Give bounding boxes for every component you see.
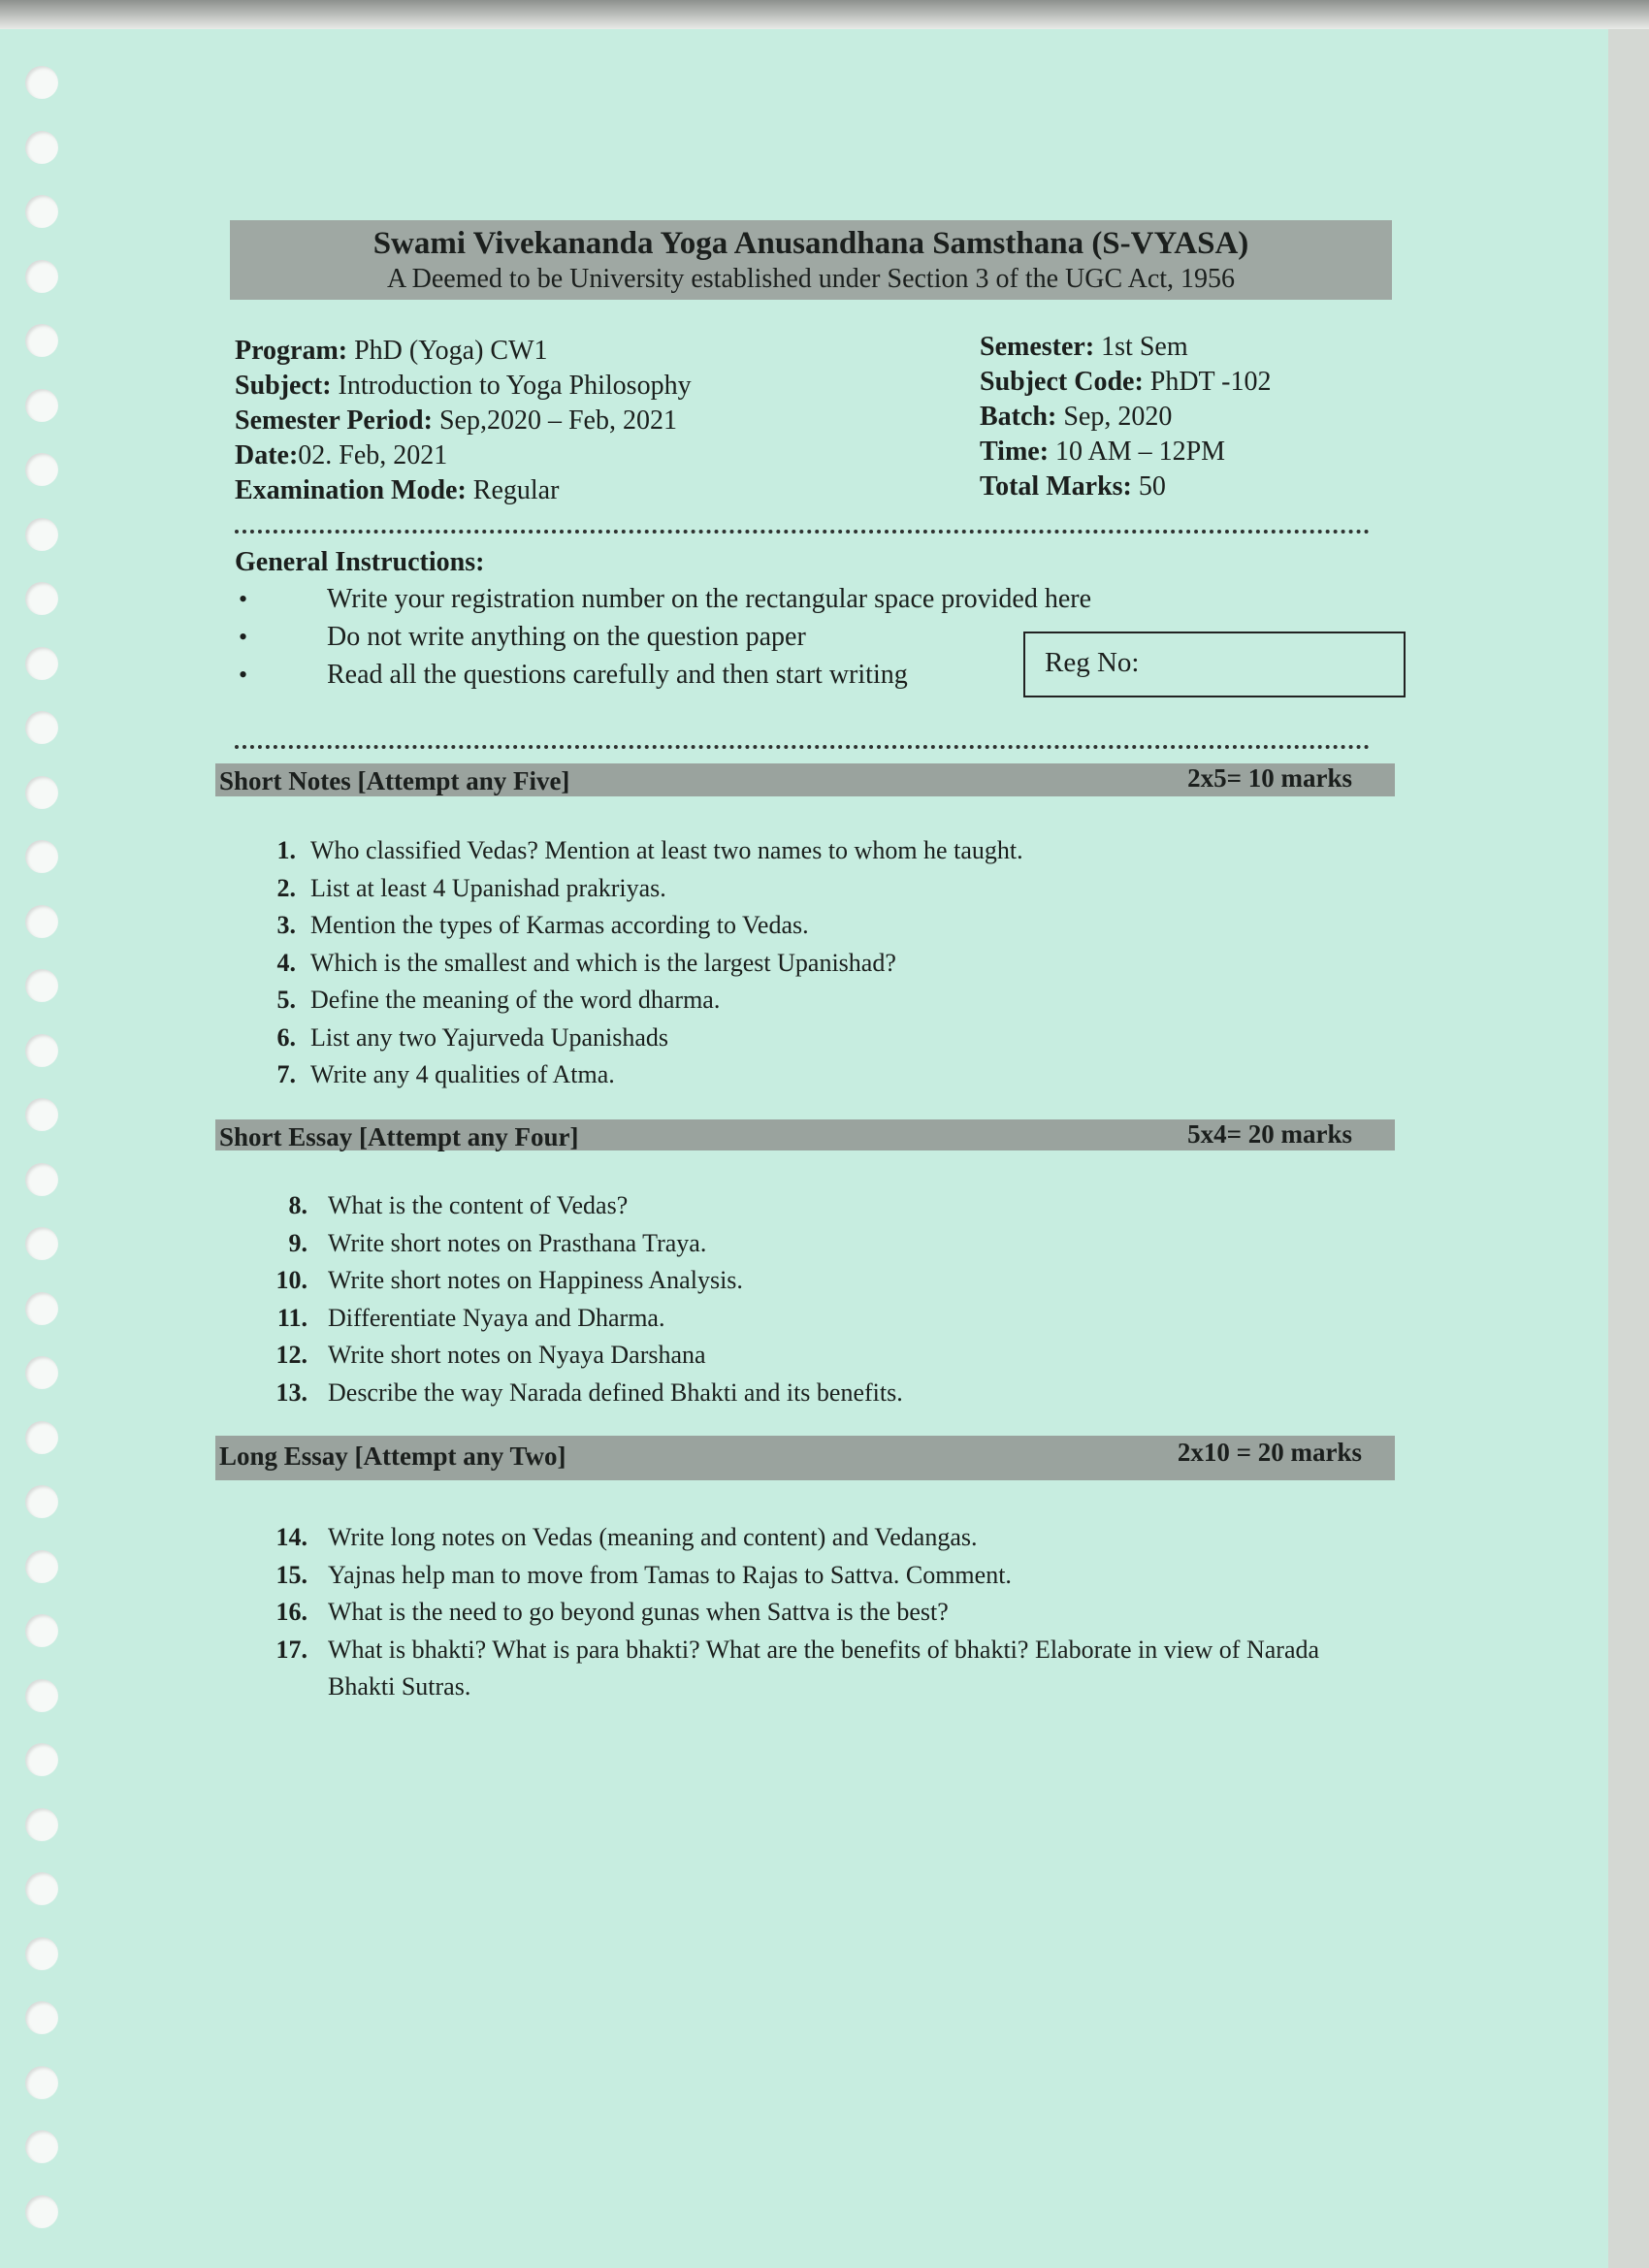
binder-hole [25,1872,58,1905]
binder-hole [25,711,58,744]
question-item: 11. Differentiate Nyaya and Dharma. [276,1303,665,1332]
institution-subtitle: A Deemed to be University established under Section 3 of the UGC Act, 1956 [386,264,1236,294]
binder-hole [25,1808,58,1841]
dotted-divider [235,530,1370,534]
section-marks: 2x10 = 20 marks [1177,1438,1362,1467]
reg-no-box[interactable] [1023,632,1406,697]
section-title: Long Essay [Attempt any Two] [219,1442,566,1471]
binder-hole [25,2195,58,2228]
binder-hole [25,1356,58,1389]
binder-hole [25,969,58,1002]
question-item: 13. Describe the way Narada defined Bhakti and its benefits. [275,1377,903,1407]
question-item: 6. List any two Yajurveda Upanishads [276,1022,669,1052]
binder-hole [25,1292,58,1325]
binder-hole [25,1163,58,1196]
question-list-short-notes [257,832,1023,1094]
section-title: Short Essay [Attempt any Four] [219,1122,579,1151]
binder-hole [25,518,58,551]
binder-hole [25,1227,58,1260]
binder-hole [25,840,58,873]
binder-hole [25,905,58,938]
binder-hole [25,582,58,615]
instructions-title: General Instructions: [235,547,485,577]
binder-hole [25,453,58,486]
question-item: 4. Which is the smallest and which is the largest Upanishad? [276,948,896,977]
section-marks: 5x4= 20 marks [1187,1119,1352,1149]
exam-info-left [235,334,692,508]
scan-top-edge [0,0,1649,29]
info-date: Date:02. Feb, 2021 [235,440,448,470]
exam-info-right [980,330,1271,504]
info-time: Time: 10 AM – 12PM [980,437,1226,467]
info-batch: Batch: Sep, 2020 [980,402,1173,432]
question-item: 3. Mention the types of Karmas according to Vedas. [276,911,809,939]
binder-hole [25,1550,58,1583]
instruction-item: • Do not write anything on the question paper [235,618,1091,656]
question-item: 5. Define the meaning of the word dharma. [276,986,721,1014]
question-item: 1. Who classified Vedas? Mention at least two names to whom he taught. [276,836,1023,864]
question-item: 12. Write short notes on Nyaya Darshana [275,1341,706,1369]
binder-hole [25,1098,58,1131]
question-list-short-essay [257,1187,903,1411]
binder-hole [25,647,58,680]
binder-hole [25,1743,58,1776]
binder-hole [25,260,58,293]
binder-hole [25,1614,58,1647]
section-marks: 2x5= 10 marks [1187,763,1352,793]
binder-hole [25,1421,58,1454]
binder-hole [25,2001,58,2034]
binder-holes [0,29,78,2268]
question-item: 7. Write any 4 qualities of Atma. [276,1060,615,1088]
question-item: 15. Yajnas help man to move from Tamas to Rajas to Sattva. Comment. [275,1560,1012,1589]
instruction-item: • Read all the questions carefully and then start writing [235,656,1091,694]
binder-hole [25,389,58,422]
section-bar-short-notes [215,763,1395,796]
info-program: Program: PhD (Yoga) CW1 [235,336,548,366]
info-exam-mode: Examination Mode: Regular [235,475,560,505]
binder-hole [25,1679,58,1712]
info-semester: Semester: 1st Sem [980,332,1188,362]
binder-hole [25,324,58,357]
question-item: 10. Write short notes on Happiness Analysis. [275,1266,743,1294]
reg-no-label: Reg No: [1045,647,1140,678]
binder-hole [25,1485,58,1518]
question-item: 14. Write long notes on Vedas (meaning and content) and Vedangas. [275,1523,978,1551]
question-item: 8. What is the content of Vedas? [288,1191,629,1219]
binder-hole [25,195,58,228]
question-item: 9. Write short notes on Prasthana Traya. [288,1228,707,1257]
section-title: Short Notes [Attempt any Five] [219,766,570,795]
institution-name: Swami Vivekananda Yoga Anusandhana Samsthana (S-VYASA) [372,226,1249,261]
header-banner [230,220,1392,300]
binder-hole [25,1034,58,1067]
binder-hole [25,776,58,809]
binder-hole [25,2130,58,2163]
question-item: 17. What is bhakti? What is para bhakti? What are the benefits of bhakti? Elaborate in view of Narada Bhakti Sutras. [275,1635,1320,1701]
info-subject-code: Subject Code: PhDT -102 [980,367,1272,397]
question-item: 16. What is the need to go beyond gunas when Sattva is the best? [275,1598,949,1626]
instructions-list [235,580,1091,694]
info-semester-period: Semester Period: Sep,2020 – Feb, 2021 [235,405,677,436]
binder-hole [25,131,58,164]
binder-hole [25,1937,58,1970]
question-item: 2. List at least 4 Upanishad prakriyas. [276,873,666,902]
section-bar-short-essay [215,1119,1395,1150]
question-list-long-essay [257,1519,1373,1706]
dotted-divider [235,745,1370,749]
section-bar-long-essay [215,1436,1395,1480]
info-subject: Subject: Introduction to Yoga Philosophy [235,371,692,401]
instruction-item: • Write your registration number on the rectangular space provided here [235,580,1091,618]
binder-hole [25,66,58,99]
binder-hole [25,2066,58,2099]
info-total-marks: Total Marks: 50 [980,471,1166,502]
